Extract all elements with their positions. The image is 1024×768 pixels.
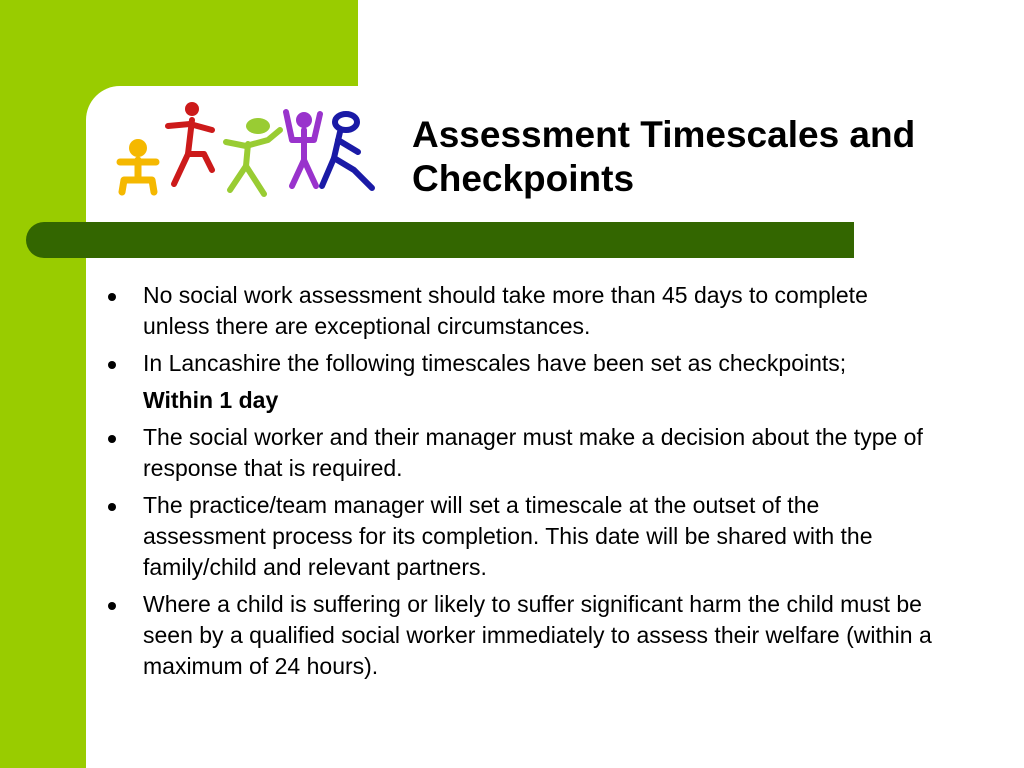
bullet-dot-icon <box>108 435 116 443</box>
bullet-dot-icon <box>108 361 116 369</box>
bullet-dot-icon <box>108 293 116 301</box>
bullet-dot-icon <box>108 602 116 610</box>
green-figure-icon <box>226 118 280 194</box>
bullet-text: The social worker and their manager must make a decision about the type of response that is required. <box>143 424 923 481</box>
bullet-item <box>100 589 940 682</box>
bullet-dot-icon <box>108 503 116 511</box>
bullet-text: No social work assessment should take more than 45 days to complete unless there are exceptional circumstances. <box>143 282 868 339</box>
bullet-item <box>100 422 940 484</box>
blue-figure-icon <box>322 114 372 188</box>
title-divider-bar <box>26 222 854 258</box>
sub-heading <box>100 385 940 416</box>
bullet-text: In Lancashire the following timescales have been set as checkpoints; <box>143 350 847 376</box>
bullet-text: The practice/team manager will set a timescale at the outset of the assessment process for its completion. This date will be shared with the family/child and relevant partners. <box>143 492 873 580</box>
bullet-list <box>100 280 940 688</box>
sub-heading-text: Within 1 day <box>143 387 279 413</box>
slide-title: Assessment Timescales and Checkpoints <box>412 114 916 199</box>
purple-figure-icon <box>286 112 320 186</box>
dancing-figures-logo-icon <box>108 100 378 204</box>
bullet-text: Where a child is suffering or likely to suffer significant harm the child must be seen by a qualified social worker immediately to assess their welfare (within a maximum of 24 hours). <box>143 591 932 679</box>
bullet-item <box>100 348 940 379</box>
bullet-item <box>100 490 940 583</box>
yellow-figure-icon <box>120 139 156 192</box>
red-figure-icon <box>168 102 212 184</box>
bullet-item <box>100 280 940 342</box>
